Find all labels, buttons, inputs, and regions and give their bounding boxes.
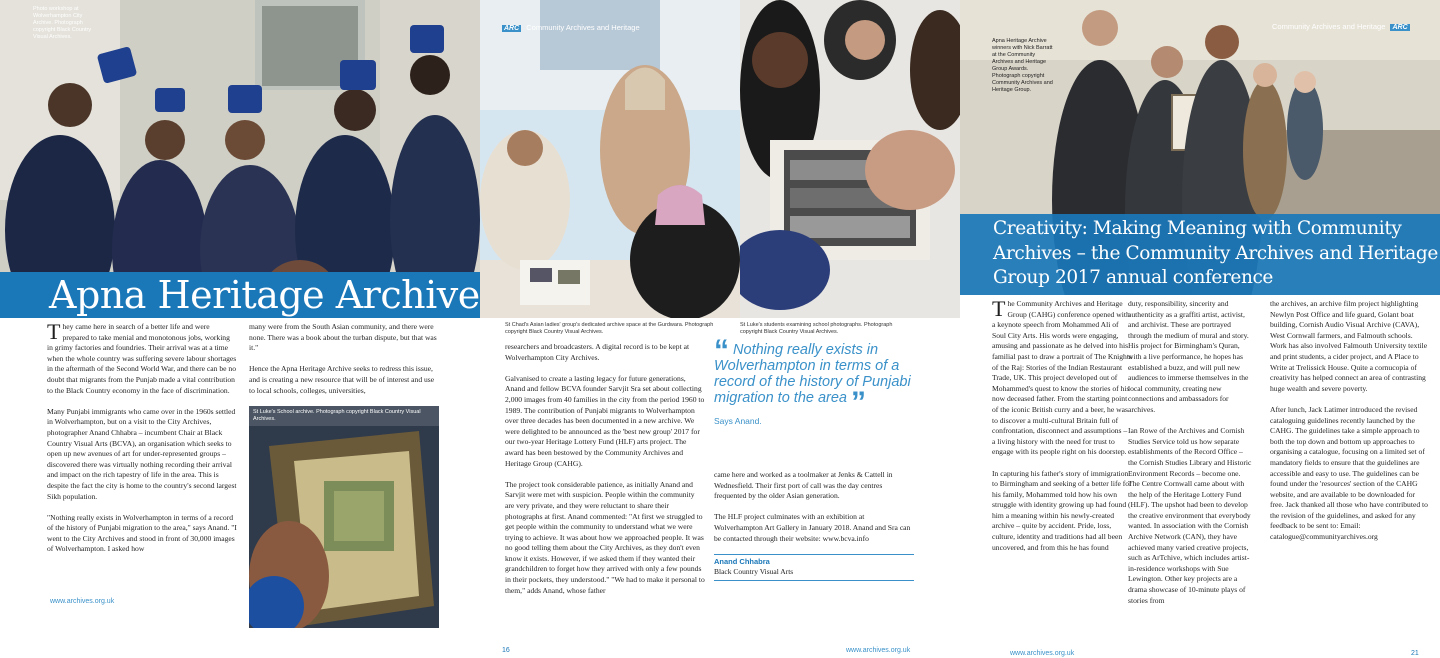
paragraph: researchers and broadcasters. A digital record is to be kept at Wolverhampton City Archives. — [505, 342, 690, 362]
author-box — [714, 554, 914, 581]
photo-workshop — [0, 0, 480, 318]
body-column-4 — [714, 470, 914, 555]
pull-quote — [714, 334, 914, 426]
page-number-left: 16 — [502, 647, 510, 654]
paragraph: Hence the Apna Heritage Archive seeks to redress this issue, and is creating a new resource that will be of interest and use to local schools, colleges, universities, — [249, 364, 435, 395]
photo-st-lukes-archive — [249, 406, 439, 628]
paragraph: Galvanised to create a lasting legacy for future generations, Anand and fellow BCVA founder Sarvjit Sra set about collecting 2,000 images from 40 families in the city from the period 1960 to 1989. The contribution of Punjabi migrants to Wolverhampton over three decades has been documented in a new archive. We were delighted to be announced as the 'best new group' 2017 for our two-year Heritage Lottery Fund (HLF) arts project. The award has been bestowed by the Community Archives and Heritage Group (CAHG). — [505, 373, 705, 468]
author-name: Anand Chhabra — [714, 557, 770, 566]
pull-quote-text: Nothing really exists in Wolverhampton in terms of a record of the history of Punjabi migration to the area — [714, 342, 911, 406]
arc-logo-right: ARC — [1392, 24, 1408, 31]
footer-website-left-2[interactable]: www.archives.org.uk — [846, 647, 911, 654]
body-column-1 — [47, 319, 237, 566]
paragraph — [992, 296, 1132, 458]
running-head-right — [1272, 22, 1410, 31]
paragraph: Many Punjabi immigrants who came over in the 1960s settled in Wolverhampton, but on a visit to the City Archives, photographer Anand Chhabra – incumbent Chair at Black Country Visual Arts (BCVA), an organisation which seeks to open up new avenues of art for under-represented groups – discovered there was virtually nothing recording their arrival and impact on the rich tapestry of life in the area. This is despite the fact the city is home to the country's second largest Sikh population. — [47, 406, 237, 501]
quote-close-icon: ” — [851, 386, 867, 419]
title-banner-left — [0, 272, 480, 318]
arc-logo-left: ARC — [504, 25, 520, 32]
running-head-left — [502, 23, 640, 32]
pull-quote-attribution: Says Anand. — [714, 416, 762, 426]
dropcap: T — [47, 319, 61, 344]
paragraph: The project took considerable patience, as initially Anand and Sarvjit were met with suspicion. People within the community are very private, and they were reluctant to share their photographs at first. Anand commented: "At first we struggled to get people within the community to understand what we were trying to achieve. It was about how we approached people. It was no good telling them about the City Archives, as they don't even know it exists. However, if we asked them if they wanted their grandchildren to forget how they arrived with only a few pounds in their pockets, they understood." "We had to make it personal to them," adds Anand, whose father — [505, 479, 705, 595]
author-org: Black Country Visual Arts — [714, 567, 794, 576]
body-column-3 — [505, 342, 705, 607]
paragraph: duty, responsibility, sincerity and authenticity as a graffiti artist, activist, and archivist. These are portrayed through the medium of mural and story. His project for Birmingham's Quran, with a live performance, he hopes has established a buzz, and will pull new audiences to immerse themselves in the local community, creating new connections and ambassadors for archives. — [1128, 299, 1249, 414]
page-number-right: 21 — [1411, 650, 1419, 657]
paragraph: Ian Rowe of the Archives and Cornish Studies Service told us how separate establishments of the Record Office – the Cornish Studies Library and Historic Environment Records – become one. The Centre Cornwall came about with the help of the Heritage Lottery Fund (HLF). The upshot had been to develop the creative environment that everybody wanted. In association with the Cornish Archive Network (CAN), they have achieved many varied creative projects, such as ArTchive, which includes artist-in-residence workshops with Sue Lewington. Other key projects are a drama showcase of 10-minute plays of stories from — [1128, 426, 1252, 605]
running-head-left-text: Community Archives and Heritage — [526, 23, 640, 32]
dropcap: T — [992, 296, 1006, 321]
page-21 — [960, 0, 1440, 658]
paragraph-text: he Community Archives and Heritage Group (CAHG) conference opened with a keynote speech from Mohammed Ali of Soul City Arts. His words were engaging, amusing and passionate as he delved into his familial past to draw a portrait of The Knights of the Raj: Stories of the Indian Restaurant Trade, UK. This project developed out of Mohammed's quest to know the stories of his now deceased father. From the starting point of the iconic British curry and a beer, he was to discover a multi-cultural Britain full of confrontation, disconnect and assumptions – a living history with the need for trust to engage with its people right on his doorstep. — [992, 299, 1132, 457]
paragraph: The HLF project culminates with an exhibition at Wolverhampton Art Gallery in January 2018. Anand and Sra can be contacted through their website: www.bcva.info — [714, 512, 911, 543]
photo-st-lukes-students — [740, 0, 960, 318]
footer-website-left[interactable]: www.archives.org.uk — [50, 598, 115, 605]
photo-st-chads-caption: St Chad's Asian ladies' group's dedicated archive space at the Gurdwara. Photograph copyright Black Country Visual Archives. — [505, 322, 714, 335]
photo-st-lukes-students-caption: St Luke's students examining school photographs. Photograph copyright Black Country Visual Archives. — [740, 322, 893, 335]
photo-workshop-caption: Photo workshop at Wolverhampton City Archive. Photograph copyright Black Country Visual Archives. — [33, 6, 92, 40]
paragraph: the archives, an archive film project highlighting Newlyn Post Office and life guard, Golant boat building, Cornish Audio Visual Archive (CAVA), West Cornwall farmers, and Falmouth schools. Work has also involved Falmouth University textile and print students, a cider project, and A Place to Write at Trelissick House. Quite a cornucopia of creativity has helped connect an area of contrasting huge wealth and severe poverty. — [1270, 299, 1428, 393]
photo-award-winners-caption: Apna Heritage Archive winners with Nick Barratt at the Community Archives and Heritage Group Awards. Photograph copyright Community Archives and Heritage Group. — [992, 38, 1053, 93]
body-column-1-right — [992, 296, 1132, 564]
paragraph: many were from the South Asian community, and there were none. There was a book about the turban dispute, but that was it." — [249, 322, 437, 353]
paragraph: "Nothing really exists in Wolverhampton in terms of a record of the history of Punjabi migration to the area," says Anand. "I went to the City Archives and stood in front of 30,000 images of Wolverhampton. I asked how — [47, 512, 237, 554]
running-head-right-text: Community Archives and Heritage — [1272, 22, 1386, 31]
paragraph — [47, 319, 237, 396]
article-title-apna: Apna Heritage Archive — [49, 273, 480, 317]
body-column-3-right — [1270, 299, 1430, 553]
photo-st-chads — [480, 0, 740, 318]
paragraph: came here and worked as a toolmaker at Jenks & Cattell in Wednesfield. Their first port of call was the day centres frequented by the older Asian generation. — [714, 470, 893, 501]
photo-st-lukes-archive-caption: St Luke's School archive. Photograph copyright Black Country Visual Archives. — [253, 409, 421, 422]
body-column-2 — [249, 322, 439, 407]
footer-website-right[interactable]: www.archives.org.uk — [1010, 650, 1075, 657]
paragraph-text: hey came here in search of a better life and were prepared to take menial and monotonous jobs, working in grimy factories and foundries. Their arrival was at a time when the whole country was suffering severe labour shortages in the aftermath of the Second World War, and there can be no doubt that migrants from the Punjab made a vital contribution to the Black Country economy in the face of discrimination. — [47, 322, 237, 395]
paragraph: In capturing his father's story of immigration to Birmingham and seeking of a better life for his family, Mohammed told how his own struggle with identity growing up had found him a meaning within his newly-created archive – quite by accident. Pride, loss, culture, identity and traditions had all been uncovered, and from this he has found — [992, 468, 1132, 552]
article-title-creativity: Creativity: Making Meaning with Community Archives – the Community Archives and Heritage Group 2017 annual conference — [993, 218, 1438, 288]
title-banner-right — [960, 214, 1440, 295]
quote-open-icon: “ — [714, 334, 729, 367]
paragraph: After lunch, Jack Latimer introduced the revised cataloguing guidelines recently launched by the CAHG. The guidelines take a simple approach to both the top down and bottom up approaches to organising a catalogue, focusing on a limited set of mandatory fields to ensure that the guidelines are accessible and easy to use. The guidelines can be found under the 'resources' section of the CAHG website, and are available to be downloaded for free. Jack thanked all those who have contributed to the revision of the guidelines, and asked for any feedback to be sent to: Email: catalogue@communityarchives.org — [1270, 404, 1428, 542]
body-column-2-right — [1128, 299, 1253, 617]
